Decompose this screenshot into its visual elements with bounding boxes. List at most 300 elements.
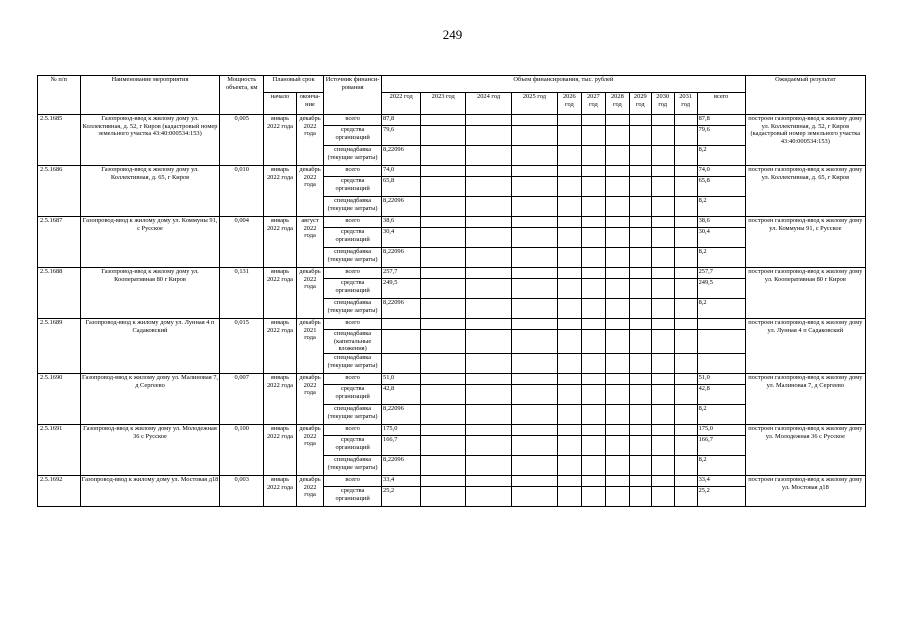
total-value: 8,2 (697, 146, 745, 166)
year-value-cell (629, 228, 651, 248)
expected-result: построен газопровод-ввод к жилому дому ул. Молодежная 36 с Русское (745, 425, 865, 476)
year-value-cell (557, 228, 581, 248)
year-value-cell (557, 319, 581, 330)
expected-result: построен газопровод-ввод к жилому дому ул. Малиновая 7, д Сергеево (745, 374, 865, 425)
year-value-cell (581, 299, 605, 319)
year-value-cell (629, 197, 651, 217)
year-2022-value: 8,22096 (382, 248, 421, 268)
year-value-cell (605, 487, 629, 507)
year-value-cell (674, 385, 697, 405)
year-value-cell (581, 115, 605, 126)
year-value-cell (651, 268, 674, 279)
year-value-cell (421, 248, 466, 268)
year-value-cell (651, 115, 674, 126)
total-value: 33,4 (697, 476, 745, 487)
total-value: 42,8 (697, 385, 745, 405)
header-term-end: оконча-ние (296, 93, 323, 115)
table-row (38, 268, 866, 279)
year-value-cell (466, 425, 512, 436)
header-year: 2029 год (629, 93, 651, 115)
year-value-cell (511, 299, 557, 319)
year-value-cell (511, 146, 557, 166)
term-start: январь 2022 года (264, 374, 297, 425)
year-value-cell (581, 374, 605, 385)
year-value-cell (421, 436, 466, 456)
year-value-cell (557, 177, 581, 197)
year-2022-value: 8,22096 (382, 456, 421, 476)
year-value-cell (674, 126, 697, 146)
measure-name: Газопровод-ввод к жилому дому ул. Коллективная, д. 65, г Киров (80, 166, 220, 217)
year-value-cell (421, 425, 466, 436)
year-value-cell (674, 279, 697, 299)
year-value-cell (629, 405, 651, 425)
total-value: 8,2 (697, 456, 745, 476)
term-start: январь 2022 года (264, 476, 297, 507)
year-value-cell (557, 405, 581, 425)
capacity-value: 0,015 (220, 319, 264, 374)
header-total: всего (697, 93, 745, 115)
year-value-cell (557, 166, 581, 177)
year-value-cell (629, 436, 651, 456)
year-value-cell (629, 279, 651, 299)
measure-name: Газопровод-ввод к жилому дому ул. Коммуны 91, с Русское (80, 217, 220, 268)
capacity-value: 0,007 (220, 374, 264, 425)
year-value-cell (674, 166, 697, 177)
table-row (38, 476, 866, 487)
year-value-cell (557, 146, 581, 166)
year-value-cell (629, 268, 651, 279)
year-value-cell (557, 425, 581, 436)
year-value-cell (651, 374, 674, 385)
year-value-cell (674, 248, 697, 268)
year-value-cell (651, 330, 674, 354)
year-value-cell (581, 319, 605, 330)
year-value-cell (421, 268, 466, 279)
year-value-cell (466, 279, 512, 299)
year-value-cell (466, 126, 512, 146)
year-2022-value: 257,7 (382, 268, 421, 279)
year-value-cell (511, 487, 557, 507)
year-2022-value: 8,22096 (382, 197, 421, 217)
total-value (697, 319, 745, 330)
year-value-cell (511, 319, 557, 330)
capacity-value: 0,005 (220, 115, 264, 166)
total-value: 38,6 (697, 217, 745, 228)
funding-source: средства организаций (324, 126, 382, 146)
year-value-cell (605, 436, 629, 456)
year-value-cell (651, 146, 674, 166)
table-body (38, 115, 866, 507)
year-value-cell (581, 354, 605, 374)
year-value-cell (581, 456, 605, 476)
term-start: январь 2022 года (264, 217, 297, 268)
funding-source: спецнадбавка (текущие затраты) (324, 248, 382, 268)
table-row (38, 425, 866, 436)
year-value-cell (581, 330, 605, 354)
year-value-cell (651, 126, 674, 146)
year-value-cell (581, 487, 605, 507)
total-value: 175,0 (697, 425, 745, 436)
year-value-cell (629, 217, 651, 228)
total-value: 8,2 (697, 197, 745, 217)
year-value-cell (674, 228, 697, 248)
year-value-cell (581, 425, 605, 436)
year-value-cell (629, 177, 651, 197)
year-2022-value: 249,5 (382, 279, 421, 299)
header-year: 2022 год (382, 93, 421, 115)
year-value-cell (629, 374, 651, 385)
year-value-cell (629, 385, 651, 405)
year-2022-value: 8,22096 (382, 405, 421, 425)
year-value-cell (466, 146, 512, 166)
total-value: 30,4 (697, 228, 745, 248)
funding-source: средства организаций (324, 177, 382, 197)
header-year: 2030 год (651, 93, 674, 115)
funding-source: спецнадбавка (текущие затраты) (324, 354, 382, 374)
term-end: декабрь 2022 года (296, 374, 323, 425)
year-value-cell (674, 374, 697, 385)
year-value-cell (466, 456, 512, 476)
year-value-cell (466, 248, 512, 268)
year-value-cell (466, 299, 512, 319)
total-value: 8,2 (697, 248, 745, 268)
row-number: 2.5.1690 (38, 374, 81, 425)
year-2022-value: 79,6 (382, 126, 421, 146)
year-value-cell (674, 405, 697, 425)
year-value-cell (581, 177, 605, 197)
funding-source: средства организаций (324, 385, 382, 405)
year-value-cell (421, 456, 466, 476)
funding-source: спецнадбавка (текущие затраты) (324, 405, 382, 425)
expected-result: построен газопровод-ввод к жилому дому ул. Мостовая д18 (745, 476, 865, 507)
year-value-cell (581, 146, 605, 166)
year-value-cell (651, 319, 674, 330)
year-2022-value (382, 330, 421, 354)
year-value-cell (605, 166, 629, 177)
year-value-cell (466, 217, 512, 228)
year-value-cell (511, 166, 557, 177)
year-value-cell (421, 146, 466, 166)
term-end: декабрь 2022 года (296, 268, 323, 319)
year-value-cell (629, 487, 651, 507)
measure-name: Газопровод-ввод к жилому дому ул. Лунная 4 п Садаковский (80, 319, 220, 374)
term-end: декабрь 2021 года (296, 319, 323, 374)
total-value: 8,2 (697, 299, 745, 319)
header-year: 2024 год (466, 93, 512, 115)
row-number: 2.5.1689 (38, 319, 81, 374)
year-2022-value: 175,0 (382, 425, 421, 436)
year-value-cell (651, 354, 674, 374)
year-value-cell (605, 126, 629, 146)
year-value-cell (557, 299, 581, 319)
year-value-cell (629, 354, 651, 374)
header-source: Источник финанси-рования (324, 76, 382, 115)
total-value: 79,6 (697, 126, 745, 146)
year-2022-value: 166,7 (382, 436, 421, 456)
year-2022-value (382, 319, 421, 330)
year-value-cell (605, 374, 629, 385)
page-number: 249 (442, 27, 463, 42)
year-value-cell (511, 268, 557, 279)
year-value-cell (557, 279, 581, 299)
year-value-cell (581, 476, 605, 487)
year-value-cell (605, 299, 629, 319)
year-value-cell (674, 354, 697, 374)
term-end: декабрь 2022 года (296, 166, 323, 217)
year-value-cell (605, 330, 629, 354)
year-value-cell (629, 456, 651, 476)
funding-source: средства организаций (324, 436, 382, 456)
year-value-cell (581, 166, 605, 177)
header-funding: Объем финансирования, тыс. рублей (382, 76, 746, 93)
year-value-cell (651, 217, 674, 228)
funding-source: спецнадбавка (текущие затраты) (324, 197, 382, 217)
year-value-cell (421, 330, 466, 354)
measure-name: Газопровод-ввод к жилому дому ул. Коллективная, д. 52, г Киров (кадастровый номер земельного участка 43:40:000534:153) (80, 115, 220, 166)
table-row (38, 217, 866, 228)
year-value-cell (511, 248, 557, 268)
year-value-cell (605, 456, 629, 476)
year-value-cell (557, 354, 581, 374)
year-value-cell (421, 166, 466, 177)
funding-source: всего (324, 166, 382, 177)
year-2022-value: 87,8 (382, 115, 421, 126)
year-value-cell (557, 436, 581, 456)
year-value-cell (674, 146, 697, 166)
year-value-cell (605, 268, 629, 279)
row-number: 2.5.1688 (38, 268, 81, 319)
year-value-cell (674, 487, 697, 507)
year-value-cell (466, 166, 512, 177)
year-value-cell (651, 197, 674, 217)
measure-name: Газопровод-ввод к жилому дому ул. Молодежная 36 с Русское (80, 425, 220, 476)
year-value-cell (605, 146, 629, 166)
year-value-cell (466, 115, 512, 126)
year-value-cell (674, 115, 697, 126)
table-row (38, 319, 866, 330)
year-value-cell (557, 374, 581, 385)
year-2022-value: 30,4 (382, 228, 421, 248)
year-value-cell (557, 456, 581, 476)
year-value-cell (605, 476, 629, 487)
year-value-cell (605, 248, 629, 268)
year-value-cell (651, 228, 674, 248)
expected-result: построен газопровод-ввод к жилому дому ул. Лунная 4 п Садаковский (745, 319, 865, 374)
year-value-cell (511, 354, 557, 374)
funding-source: всего (324, 115, 382, 126)
year-value-cell (629, 476, 651, 487)
total-value: 257,7 (697, 268, 745, 279)
term-end: август 2022 года (296, 217, 323, 268)
year-2022-value (382, 354, 421, 374)
year-value-cell (421, 385, 466, 405)
year-value-cell (651, 476, 674, 487)
year-2022-value: 38,6 (382, 217, 421, 228)
year-value-cell (674, 476, 697, 487)
header-result: Ожидаемый результат (745, 76, 865, 115)
year-value-cell (651, 299, 674, 319)
header-name: Наименование мероприятия (80, 76, 220, 115)
year-value-cell (605, 425, 629, 436)
total-value (697, 330, 745, 354)
year-value-cell (511, 177, 557, 197)
year-value-cell (511, 385, 557, 405)
year-value-cell (421, 405, 466, 425)
year-value-cell (421, 319, 466, 330)
measure-name: Газопровод-ввод к жилому дому ул. Мостовая д18 (80, 476, 220, 507)
year-value-cell (466, 319, 512, 330)
term-start: январь 2022 года (264, 115, 297, 166)
year-value-cell (581, 405, 605, 425)
total-value: 249,5 (697, 279, 745, 299)
year-value-cell (629, 425, 651, 436)
year-value-cell (557, 115, 581, 126)
year-value-cell (466, 330, 512, 354)
year-2022-value: 65,8 (382, 177, 421, 197)
row-number: 2.5.1685 (38, 115, 81, 166)
funding-source: спецнадбавка (текущие затраты) (324, 299, 382, 319)
funding-table (37, 75, 866, 507)
year-value-cell (421, 115, 466, 126)
year-value-cell (651, 425, 674, 436)
year-value-cell (421, 228, 466, 248)
year-value-cell (466, 405, 512, 425)
year-value-cell (466, 228, 512, 248)
capacity-value: 0,003 (220, 476, 264, 507)
funding-source: средства организаций (324, 279, 382, 299)
year-value-cell (674, 217, 697, 228)
total-value: 74,0 (697, 166, 745, 177)
header-year: 2026 год (557, 93, 581, 115)
funding-source: спецнадбавка (текущие затраты) (324, 146, 382, 166)
year-value-cell (605, 197, 629, 217)
capacity-value: 0,131 (220, 268, 264, 319)
total-value: 51,0 (697, 374, 745, 385)
expected-result: построен газопровод-ввод к жилому дому ул. Кооперативная 80 г Киров (745, 268, 865, 319)
year-value-cell (651, 405, 674, 425)
year-value-cell (557, 476, 581, 487)
funding-source: всего (324, 425, 382, 436)
header-year: 2023 год (421, 93, 466, 115)
funding-source: всего (324, 476, 382, 487)
year-value-cell (674, 319, 697, 330)
year-value-cell (629, 126, 651, 146)
year-value-cell (605, 228, 629, 248)
year-2022-value: 25,2 (382, 487, 421, 507)
header-year: 2031 год (674, 93, 697, 115)
year-value-cell (605, 177, 629, 197)
table-row (38, 374, 866, 385)
year-2022-value: 42,8 (382, 385, 421, 405)
year-value-cell (581, 385, 605, 405)
year-value-cell (557, 217, 581, 228)
year-value-cell (581, 228, 605, 248)
year-value-cell (511, 330, 557, 354)
year-value-cell (421, 299, 466, 319)
header-num: № п/п (38, 76, 81, 115)
total-value: 8,2 (697, 405, 745, 425)
year-value-cell (629, 146, 651, 166)
year-value-cell (651, 456, 674, 476)
year-value-cell (605, 319, 629, 330)
year-value-cell (581, 197, 605, 217)
year-value-cell (511, 115, 557, 126)
year-value-cell (421, 487, 466, 507)
table-row (38, 166, 866, 177)
year-value-cell (511, 374, 557, 385)
expected-result: построен газопровод-ввод к жилому дому ул. Коллективная, д. 65, г Киров (745, 166, 865, 217)
funding-source: средства организаций (324, 228, 382, 248)
total-value: 87,8 (697, 115, 745, 126)
year-value-cell (557, 197, 581, 217)
year-value-cell (421, 354, 466, 374)
header-term-start: начало (264, 93, 297, 115)
year-value-cell (466, 177, 512, 197)
term-start: январь 2022 года (264, 268, 297, 319)
year-value-cell (557, 487, 581, 507)
year-value-cell (674, 268, 697, 279)
year-value-cell (581, 126, 605, 146)
year-value-cell (511, 217, 557, 228)
year-value-cell (651, 385, 674, 405)
year-value-cell (605, 385, 629, 405)
row-number: 2.5.1687 (38, 217, 81, 268)
table-row (38, 115, 866, 126)
term-end: декабрь 2022 года (296, 425, 323, 476)
funding-source: всего (324, 319, 382, 330)
term-end: декабрь 2022 года (296, 115, 323, 166)
year-value-cell (629, 299, 651, 319)
year-value-cell (629, 166, 651, 177)
year-value-cell (511, 228, 557, 248)
year-value-cell (581, 248, 605, 268)
total-value: 166,7 (697, 436, 745, 456)
year-value-cell (557, 126, 581, 146)
year-value-cell (421, 217, 466, 228)
capacity-value: 0,004 (220, 217, 264, 268)
year-value-cell (466, 385, 512, 405)
year-value-cell (651, 279, 674, 299)
term-start: январь 2022 года (264, 166, 297, 217)
year-value-cell (605, 217, 629, 228)
capacity-value: 0,100 (220, 425, 264, 476)
year-value-cell (511, 476, 557, 487)
funding-source: всего (324, 374, 382, 385)
year-value-cell (557, 385, 581, 405)
measure-name: Газопровод-ввод к жилому дому ул. Кооперативная 80 г Киров (80, 268, 220, 319)
total-value: 25,2 (697, 487, 745, 507)
year-value-cell (629, 115, 651, 126)
year-value-cell (557, 268, 581, 279)
funding-source: спецнадбавка (капитальные вложения) (324, 330, 382, 354)
year-value-cell (511, 126, 557, 146)
expected-result: построен газопровод-ввод к жилому дому ул. Коммуны 91, с Русское (745, 217, 865, 268)
row-number: 2.5.1686 (38, 166, 81, 217)
year-value-cell (674, 436, 697, 456)
year-value-cell (605, 405, 629, 425)
row-number: 2.5.1691 (38, 425, 81, 476)
header-year: 2027 год (581, 93, 605, 115)
year-value-cell (674, 197, 697, 217)
year-value-cell (581, 217, 605, 228)
year-value-cell (651, 248, 674, 268)
year-value-cell (511, 197, 557, 217)
year-value-cell (466, 268, 512, 279)
year-value-cell (581, 279, 605, 299)
year-value-cell (674, 177, 697, 197)
expected-result: построен газопровод-ввод к жилому дому ул. Коллективная, д. 52, г Киров (кадастровый номер земельного участка 43:40:000534:153) (745, 115, 865, 166)
year-value-cell (421, 476, 466, 487)
